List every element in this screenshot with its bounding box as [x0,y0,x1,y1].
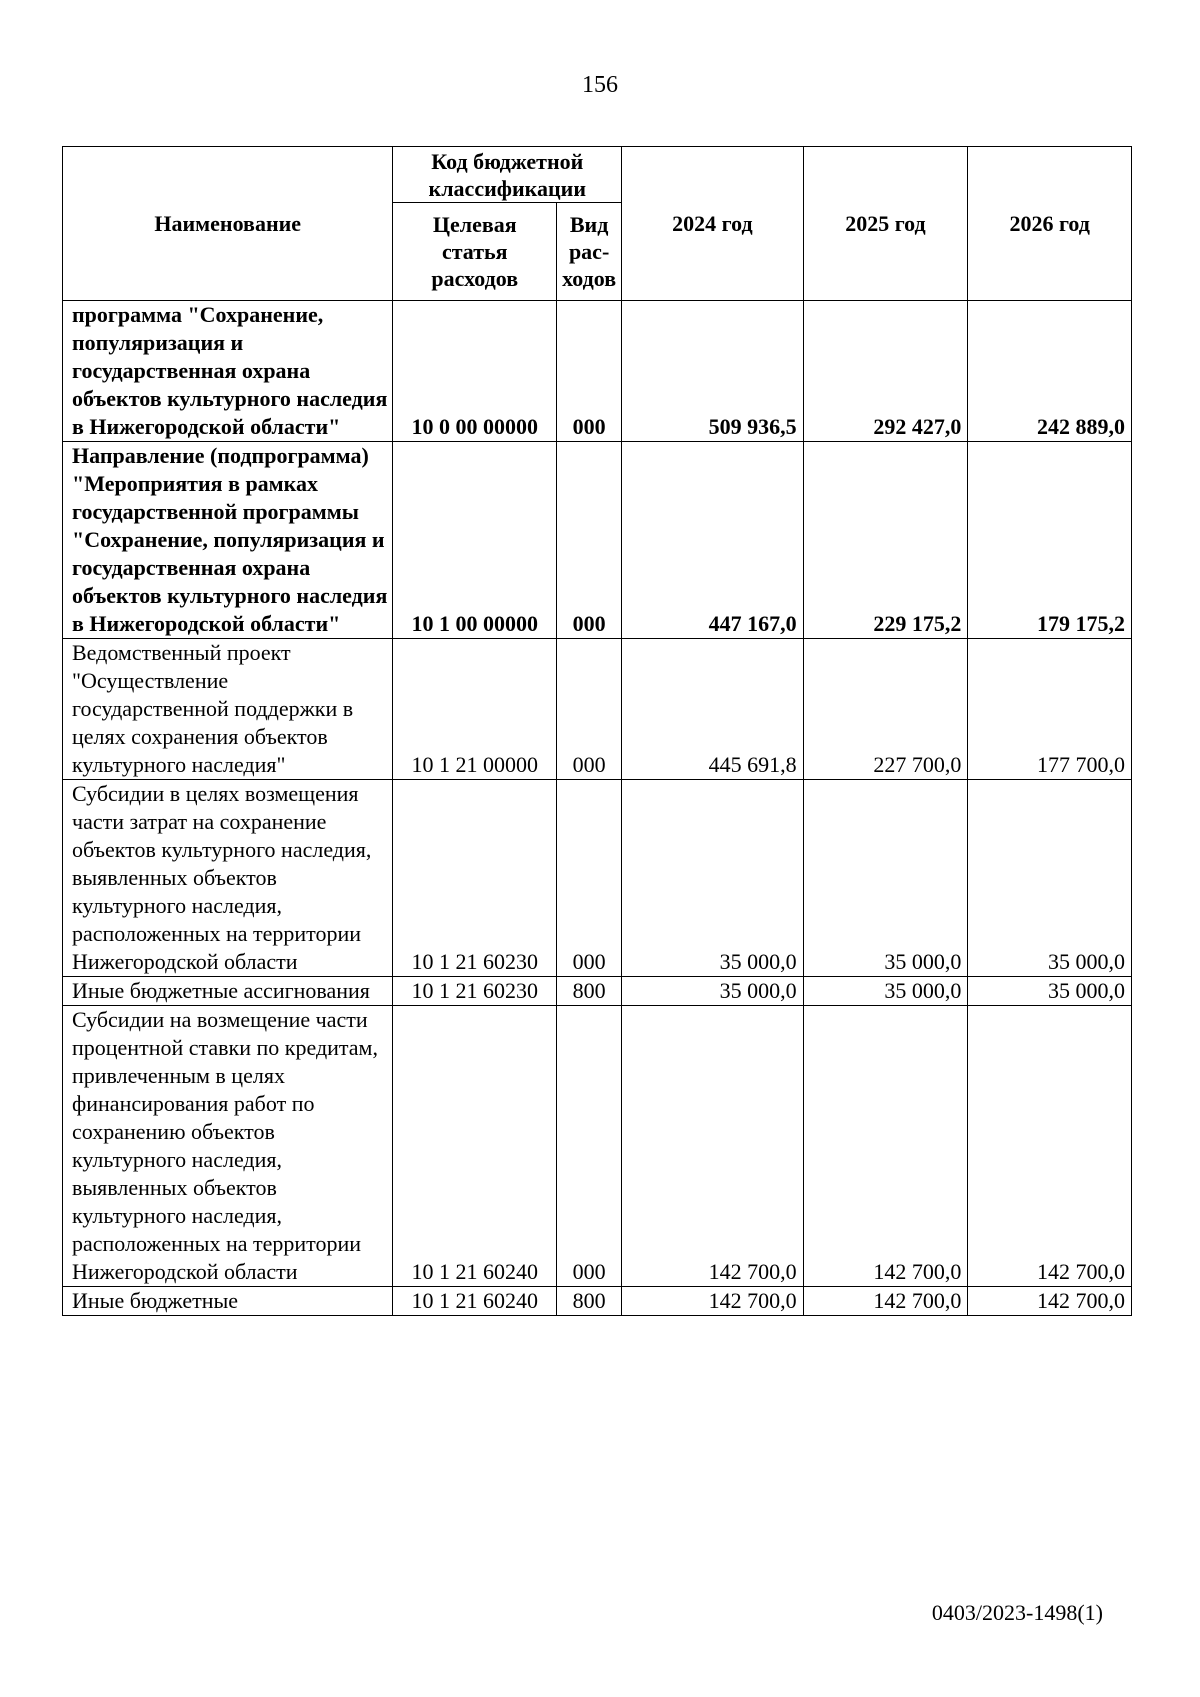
row-value-2025: 142 700,0 [803,1287,968,1316]
row-value-2025: 35 000,0 [803,780,968,977]
row-name: Ведомственный проект "Осуществление государственной поддержки в целях сохранения объектов культурного наследия" [63,639,393,780]
header-year-2024: 2024 год [622,147,803,301]
row-expense-type: 000 [557,442,622,639]
row-value-2025: 35 000,0 [803,977,968,1006]
table-row [63,780,1132,977]
row-value-2025: 292 427,0 [803,301,968,442]
row-value-2024: 35 000,0 [622,977,803,1006]
row-target-article: 10 1 21 60230 [393,780,557,977]
row-expense-type: 000 [557,780,622,977]
table-row [63,977,1132,1006]
table-row [63,639,1132,780]
row-value-2024: 447 167,0 [622,442,803,639]
table-row [63,301,1132,442]
row-value-2026: 177 700,0 [968,639,1132,780]
row-expense-type: 000 [557,1006,622,1287]
header-name: Наименование [63,147,393,301]
row-value-2026: 35 000,0 [968,780,1132,977]
row-expense-type: 800 [557,1287,622,1316]
row-target-article: 10 1 21 60240 [393,1287,557,1316]
row-target-article: 10 1 21 00000 [393,639,557,780]
table-row [63,1006,1132,1287]
row-value-2026: 142 700,0 [968,1006,1132,1287]
row-name: Направление (подпрограмма) "Мероприятия в рамках государственной программы "Сохранение, популяризация и государственная охрана объектов культурного наследия в Нижегородской области" [63,442,393,639]
row-expense-type: 000 [557,639,622,780]
row-name: Иные бюджетные ассигнования [63,977,393,1006]
table-row [63,1287,1132,1316]
row-value-2024: 445 691,8 [622,639,803,780]
row-value-2025: 229 175,2 [803,442,968,639]
header-budget-code: Код бюджетной классификации [393,147,622,203]
row-value-2025: 227 700,0 [803,639,968,780]
document-code: 0403/2023-1498(1) [931,1600,1103,1625]
row-target-article: 10 1 21 60230 [393,977,557,1006]
row-value-2026: 35 000,0 [968,977,1132,1006]
row-target-article: 10 0 00 00000 [393,301,557,442]
header-expense-type: Вид рас-ходов [557,203,622,301]
row-name: программа "Сохранение, популяризация и государственная охрана объектов культурного наследия в Нижегородской области" [63,301,393,442]
page-number: 156 [582,72,618,98]
row-value-2025: 142 700,0 [803,1006,968,1287]
header-year-2026: 2026 год [968,147,1132,301]
row-name: Субсидии на возмещение части процентной ставки по кредитам, привлеченным в целях финансирования работ по сохранению объектов культурного наследия, выявленных объектов культурного наследия, расположенных на территории Нижегородской области [63,1006,393,1287]
row-value-2026: 242 889,0 [968,301,1132,442]
table-header [63,147,1132,301]
row-expense-type: 800 [557,977,622,1006]
table-row [63,442,1132,639]
table-body [63,301,1132,1316]
row-value-2024: 35 000,0 [622,780,803,977]
row-value-2024: 142 700,0 [622,1006,803,1287]
row-name: Субсидии в целях возмещения части затрат на сохранение объектов культурного наследия, выявленных объектов культурного наследия, расположенных на территории Нижегородской области [63,780,393,977]
header-year-2025: 2025 год [803,147,968,301]
row-target-article: 10 1 00 00000 [393,442,557,639]
row-target-article: 10 1 21 60240 [393,1006,557,1287]
header-target-article: Целевая статья расходов [393,203,557,301]
row-value-2026: 142 700,0 [968,1287,1132,1316]
row-value-2024: 509 936,5 [622,301,803,442]
row-name: Иные бюджетные [63,1287,393,1316]
row-value-2024: 142 700,0 [622,1287,803,1316]
row-expense-type: 000 [557,301,622,442]
budget-table [62,146,1132,1316]
row-value-2026: 179 175,2 [968,442,1132,639]
